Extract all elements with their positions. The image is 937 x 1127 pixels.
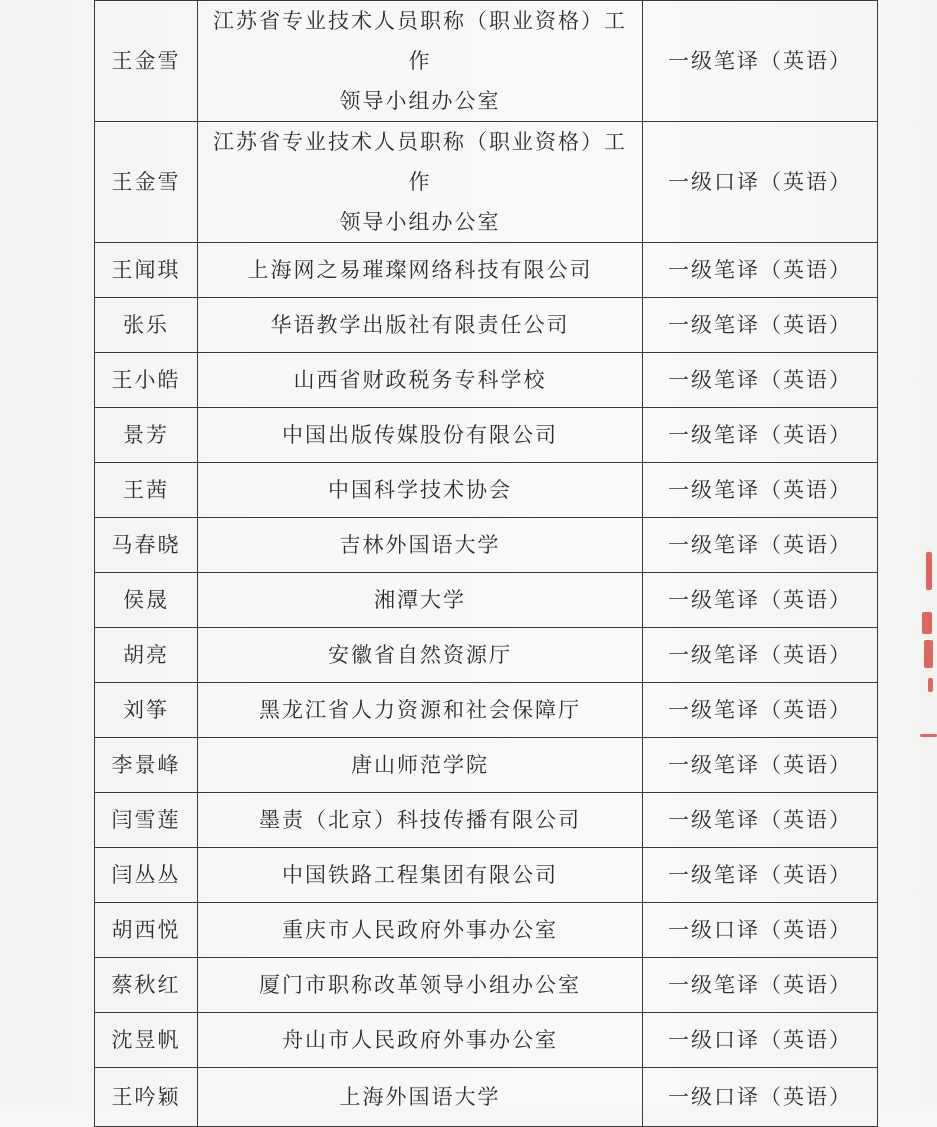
organization-line-2: 领导小组办公室 (339, 210, 501, 234)
certificate-level-cell: 一级口译（英语） (643, 1068, 878, 1127)
organization-cell: 墨责（北京）科技传播有限公司 (198, 793, 643, 848)
table-row (95, 573, 878, 628)
table-row (95, 518, 878, 573)
certificate-level-cell: 一级笔译（英语） (643, 573, 878, 628)
person-name-cell: 王金雪 (95, 122, 198, 243)
table-row (95, 243, 878, 298)
person-name-cell: 闫丛丛 (95, 848, 198, 903)
person-name-cell: 蔡秋红 (95, 958, 198, 1013)
organization-line-1: 江苏省专业技术人员职称（职业资格）工作 (213, 130, 627, 194)
roster-body (95, 1, 878, 1127)
table-row (95, 1068, 878, 1127)
organization-cell: 唐山师范学院 (198, 738, 643, 793)
certificate-level-cell: 一级口译（英语） (643, 903, 878, 958)
table-row (95, 1013, 878, 1068)
table-row (95, 683, 878, 738)
person-name-cell: 侯晟 (95, 573, 198, 628)
certificate-level-cell: 一级笔译（英语） (643, 353, 878, 408)
person-name-cell: 胡亮 (95, 628, 198, 683)
certificate-roster-table (94, 0, 878, 1127)
organization-line-1: 江苏省专业技术人员职称（职业资格）工作 (213, 9, 627, 73)
certificate-level-cell: 一级笔译（英语） (643, 683, 878, 738)
organization-cell: 湘潭大学 (198, 573, 643, 628)
person-name-cell: 王小皓 (95, 353, 198, 408)
organization-cell: 中国科学技术协会 (198, 463, 643, 518)
organization-cell: 厦门市职称改革领导小组办公室 (198, 958, 643, 1013)
organization-cell: 重庆市人民政府外事办公室 (198, 903, 643, 958)
person-name-cell: 胡西悦 (95, 903, 198, 958)
organization-cell (198, 122, 643, 243)
organization-cell (198, 1, 643, 122)
certificate-level-cell: 一级口译（英语） (643, 122, 878, 243)
certificate-level-cell: 一级笔译（英语） (643, 628, 878, 683)
certificate-level-cell: 一级笔译（英语） (643, 518, 878, 573)
table-row (95, 903, 878, 958)
certificate-level-cell: 一级笔译（英语） (643, 298, 878, 353)
organization-cell: 华语教学出版社有限责任公司 (198, 298, 643, 353)
table-row (95, 408, 878, 463)
table-row (95, 353, 878, 408)
table-row (95, 1, 878, 122)
person-name-cell: 张乐 (95, 298, 198, 353)
person-name-cell: 王闻琪 (95, 243, 198, 298)
organization-line-2: 领导小组办公室 (339, 89, 501, 113)
certificate-level-cell: 一级口译（英语） (643, 1013, 878, 1068)
person-name-cell: 闫雪莲 (95, 793, 198, 848)
table-row (95, 298, 878, 353)
table-row (95, 848, 878, 903)
certificate-level-cell: 一级笔译（英语） (643, 848, 878, 903)
certificate-level-cell: 一级笔译（英语） (643, 793, 878, 848)
organization-cell: 黑龙江省人力资源和社会保障厅 (198, 683, 643, 738)
table-row (95, 122, 878, 243)
table-row (95, 628, 878, 683)
red-seal-fragment (918, 548, 937, 748)
person-name-cell: 王茜 (95, 463, 198, 518)
organization-cell: 舟山市人民政府外事办公室 (198, 1013, 643, 1068)
certificate-level-cell: 一级笔译（英语） (643, 408, 878, 463)
certificate-level-cell: 一级笔译（英语） (643, 1, 878, 122)
person-name-cell: 刘筝 (95, 683, 198, 738)
person-name-cell: 王吟颖 (95, 1068, 198, 1127)
organization-cell: 安徽省自然资源厅 (198, 628, 643, 683)
table-row (95, 463, 878, 518)
organization-cell: 上海外国语大学 (198, 1068, 643, 1127)
person-name-cell: 沈昱帆 (95, 1013, 198, 1068)
certificate-level-cell: 一级笔译（英语） (643, 958, 878, 1013)
certificate-level-cell: 一级笔译（英语） (643, 463, 878, 518)
table-row (95, 793, 878, 848)
person-name-cell: 李景峰 (95, 738, 198, 793)
organization-cell: 吉林外国语大学 (198, 518, 643, 573)
person-name-cell: 王金雪 (95, 1, 198, 122)
organization-cell: 山西省财政税务专科学校 (198, 353, 643, 408)
organization-cell: 中国铁路工程集团有限公司 (198, 848, 643, 903)
organization-cell: 上海网之易璀璨网络科技有限公司 (198, 243, 643, 298)
person-name-cell: 景芳 (95, 408, 198, 463)
certificate-level-cell: 一级笔译（英语） (643, 738, 878, 793)
organization-cell: 中国出版传媒股份有限公司 (198, 408, 643, 463)
table-row (95, 738, 878, 793)
certificate-level-cell: 一级笔译（英语） (643, 243, 878, 298)
person-name-cell: 马春晓 (95, 518, 198, 573)
table-row (95, 958, 878, 1013)
